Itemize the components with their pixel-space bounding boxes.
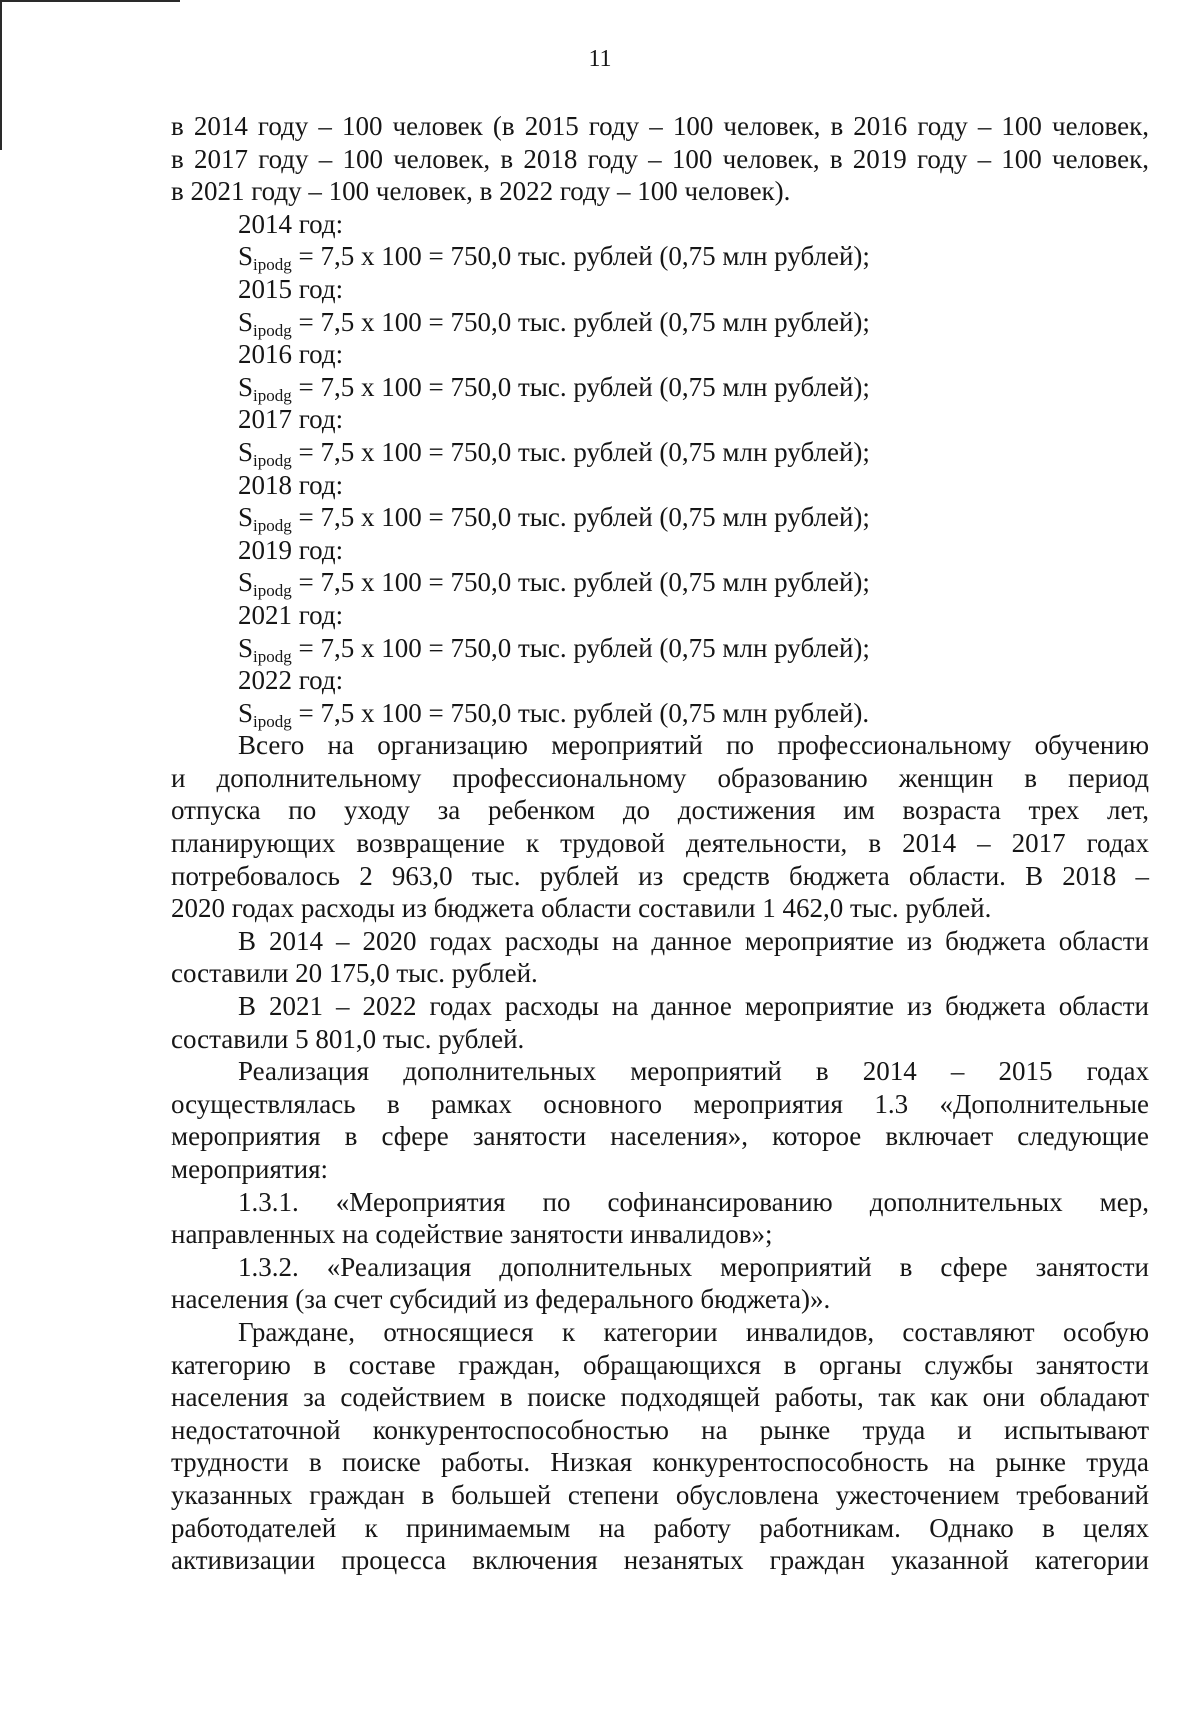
scan-artifact-left bbox=[0, 0, 2, 150]
text-line: населения за содействием в поиске подходящей работы, так как они обладают bbox=[171, 1382, 1149, 1413]
formula-line: $S_{ipodg} = 7,5$ х 100 = 750,0 тыс. рублей (0,75 млн рублей); bbox=[238, 632, 870, 666]
text-line: мероприятия в сфере занятости населения», которое включает следующие bbox=[171, 1121, 1149, 1152]
text-line: составили 20 175,0 тыс. рублей. bbox=[171, 958, 538, 989]
formula-line: $S_{ipodg} = 7,5$ х 100 = 750,0 тыс. рублей (0,75 млн рублей); bbox=[238, 371, 870, 405]
formula-line: $S_{ipodg} = 7,5$ х 100 = 750,0 тыс. рублей (0,75 млн рублей); bbox=[238, 502, 870, 536]
year-label: 2022 год: bbox=[238, 665, 344, 696]
formula-line: $S_{ipodg} = 7,5$ х 100 = 750,0 тыс. рублей (0,75 млн рублей). bbox=[238, 697, 870, 731]
text-line: в 2021 году – 100 человек, в 2022 году – 100 человек). bbox=[171, 176, 791, 207]
text-line: планирующих возвращение к трудовой деятельности, в 2014 – 2017 годах bbox=[171, 828, 1149, 859]
text-line: населения (за счет субсидий из федерального бюджета)». bbox=[171, 1284, 831, 1315]
text-line: Реализация дополнительных мероприятий в 2014 – 2015 годах bbox=[238, 1056, 1149, 1087]
text-line: 2020 годах расходы из бюджета области составили 1 462,0 тыс. рублей. bbox=[171, 893, 992, 924]
year-label: 2016 год: bbox=[238, 339, 344, 370]
text-line: потребовалось 2 963,0 тыс. рублей из средств бюджета области. В 2018 – bbox=[171, 860, 1149, 891]
text-line: в 2017 году – 100 человек, в 2018 году – 100 человек, в 2019 году – 100 человек, bbox=[171, 143, 1149, 174]
text-line: категорию в составе граждан, обращающихся в органы службы занятости bbox=[171, 1349, 1149, 1380]
text-line: трудности в поиске работы. Низкая конкурентоспособность на рынке труда bbox=[171, 1447, 1149, 1478]
text-line: осуществлялась в рамках основного мероприятия 1.3 «Дополнительные bbox=[171, 1088, 1149, 1119]
text-line: В 2021 – 2022 годах расходы на данное мероприятие из бюджета области bbox=[238, 991, 1149, 1022]
formula-line: $S_{ipodg} = 7,5$ х 100 = 750,0 тыс. рублей (0,75 млн рублей); bbox=[238, 306, 870, 340]
text-line: Всего на организацию мероприятий по профессиональному обучению bbox=[238, 730, 1149, 761]
formula-line: $S_{ipodg} = 7,5$ х 100 = 750,0 тыс. рублей (0,75 млн рублей); bbox=[238, 241, 870, 275]
text-line: недостаточной конкурентоспособностью на рынке труда и испытывают bbox=[171, 1414, 1149, 1445]
text-line: работодателей к принимаемым на работу работникам. Однако в целях bbox=[171, 1512, 1149, 1543]
text-line: и дополнительному профессиональному образованию женщин в период bbox=[171, 762, 1149, 793]
text-line: направленных на содействие занятости инвалидов»; bbox=[171, 1219, 773, 1250]
year-label: 2015 год: bbox=[238, 273, 344, 304]
text-line: отпуска по уходу за ребенком до достижения им возраста трех лет, bbox=[171, 795, 1149, 826]
document-body bbox=[171, 110, 1149, 1577]
year-label: 2019 год: bbox=[238, 534, 344, 565]
text-line: В 2014 – 2020 годах расходы на данное мероприятие из бюджета области bbox=[238, 925, 1149, 956]
scan-artifact-top bbox=[0, 0, 180, 2]
year-label: 2018 год: bbox=[238, 469, 344, 500]
text-line: в 2014 году – 100 человек (в 2015 году – 100 человек, в 2016 году – 100 человек, bbox=[171, 111, 1149, 141]
list-item: 1.3.1. «Мероприятия по софинансированию дополнительных мер, bbox=[238, 1186, 1149, 1217]
year-label: 2017 год: bbox=[238, 404, 344, 435]
formula-line: $S_{ipodg} = 7,5$ х 100 = 750,0 тыс. рублей (0,75 млн рублей); bbox=[238, 567, 870, 601]
text-line: активизации процесса включения незанятых граждан указанной категории bbox=[171, 1545, 1149, 1576]
year-label: 2014 год: bbox=[238, 208, 344, 239]
text-line: указанных граждан в большей степени обусловлена ужесточением требований bbox=[171, 1479, 1149, 1510]
year-label: 2021 год: bbox=[238, 599, 344, 630]
formula-line: $S_{ipodg} = 7,5$ х 100 = 750,0 тыс. рублей (0,75 млн рублей); bbox=[238, 436, 870, 470]
page-number: 11 bbox=[588, 46, 612, 72]
text-line: Граждане, относящиеся к категории инвалидов, составляют особую bbox=[238, 1316, 1149, 1347]
text-line: мероприятия: bbox=[171, 1154, 329, 1184]
text-line: составили 5 801,0 тыс. рублей. bbox=[171, 1023, 525, 1054]
list-item: 1.3.2. «Реализация дополнительных мероприятий в сфере занятости bbox=[238, 1251, 1149, 1282]
